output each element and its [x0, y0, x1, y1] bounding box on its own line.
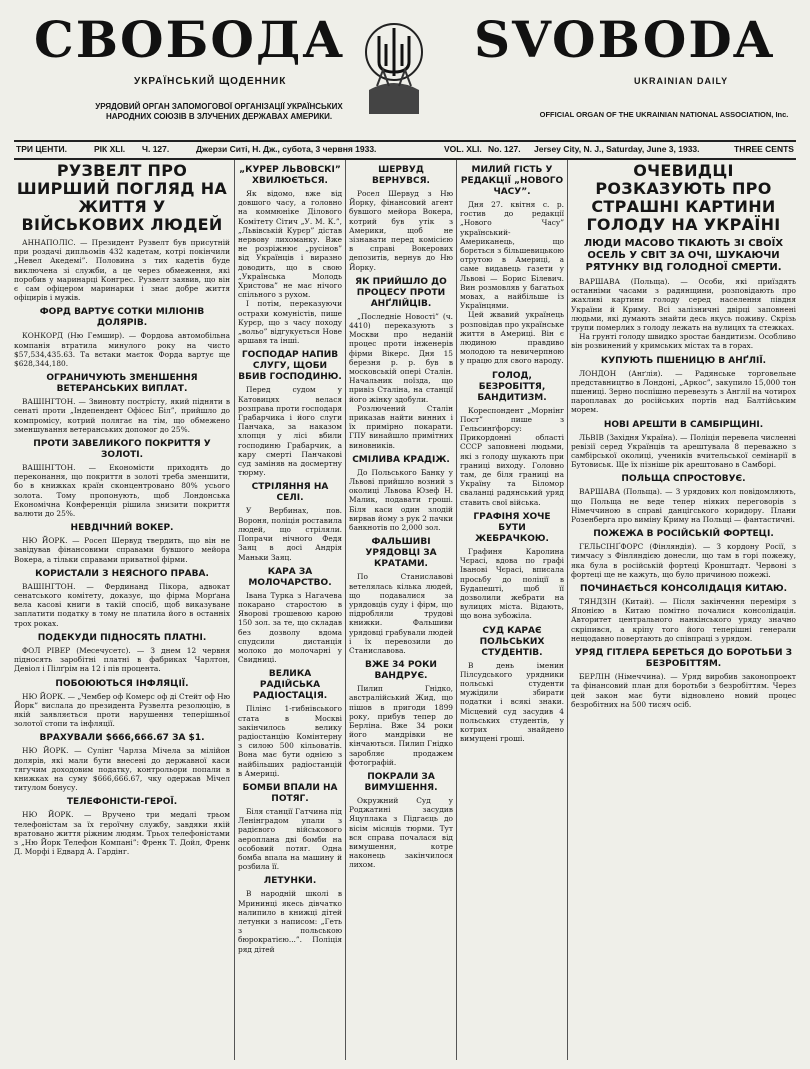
headline: ЛЕТУНКИ.	[263, 876, 317, 887]
headline: ПОЛЬЩА СПРОСТОВУЄ.	[621, 474, 746, 485]
column-divider	[456, 160, 457, 1060]
article-text: АННАПОЛІС. — Президент Рузвелт був присутній при роздачі дипльомів 432 кадетам, котрі покінчили „Невел Акедемі”. Половина з тих кадетів буде виключена зі служби, а це через обмеження, які поробив у маринарці Конгрес. Рузвелт заявив, що він є сам офіцером маринарки і знає добре життя офіцирів і мужів.	[14, 238, 230, 303]
headline: КАРА ЗА МОЛОЧАРСТВО.	[248, 566, 332, 588]
article-text: В день іменин Пілсудського урядники польські студенти мужідили збирати податки і всякі знаки. Місцевий суд засудив 4 польських студентів, у котрих знайдено вимущені гроші.	[460, 660, 564, 744]
column-5	[571, 160, 796, 1065]
article-text: ВАШІНГТОН. — Фердинанд Пікора, адвокат сенатського комітету, доказує, що фірма Морґана вела касові книги в такій спосіб, щоб виказуване заплатити податку в тому не платила його в останніх трох роках.	[14, 581, 230, 628]
article-text: Івана Турка з Нагачева покарано старостою в Яворові грошевою карою 150 зол. за те, що складав без дозволу вдома спудсили дистанція молоко до молочарні у Свидниці.	[238, 590, 342, 665]
column-divider	[345, 160, 346, 1060]
column-divider	[567, 160, 568, 1060]
article-text: Пілінс 1-гибнівського стата в Москві закінчилось велику радіостанцію Комінтерну з силою 500 кільоватів. Вона має бути однією з найбільших радіостанцій в Америці.	[238, 704, 342, 778]
place-date-ukrainian: Джерзи Ситі, Н. Дж., субота, 3 червня 1933.	[196, 144, 377, 154]
article-text: ВАШІНГТОН. — Звиновту пострісту, який підняти в сенаті проти „Індепендент Офісес Біл”, прийшло до компромісу, котрий полягає на тім, що обмежено зменшування ветеранських допомог до 25%.	[14, 397, 230, 434]
column-3	[349, 160, 453, 1065]
article-text: Кореспондент „Морнінг Пост” пише з Гельсинґфорсу: Прикордонні області СССР заповнені людьми, які з голоду шукають при границі виходу. Головно там, де біля границі на Україну та Біломор сваланці радянський уряд ставить свої війська.	[460, 405, 564, 507]
article-text: „Последніе Новості” (ч. 4410) переказують з Москви про неданій процес проти інженерів фірми Вікерс. Дня 15 березня р. р. був в московській опері Сталін. Начальник поїзда, що привіз Сталіна, на станції його жінку здобули.	[349, 311, 453, 404]
dateline-bar	[14, 140, 796, 160]
article-text: ВАРШАВА (Польща). — З урядових кол повідомляють, що Польща не веде тепер ніяких переговорів з Німеччиною в справі данцігського коридору. Плани Розенберга про виміну Криму на Польщі — фантастичні.	[571, 487, 796, 525]
subtitle-english: UKRAINIAN DAILY	[634, 76, 729, 86]
article-text: ГЕЛЬСІНҐФОРС (Фінляндія). — З кордону Росії, з тимчасу з Фінляндією донесли, що там в горі пожежу, яка була в російській фортеці Кронштадт. Червоні з фортеці ще не кажуть, що було причиною пожежі.	[571, 542, 796, 579]
headline: ПОЖЕЖА В РОСІЙСЬКІЙ ФОРТЕЦІ.	[593, 529, 774, 540]
year: РІК XLI.	[94, 144, 126, 154]
official-organ-english: OFFICIAL ORGAN OF THE UKRAINIAN NATIONAL ASSOCIATION, Inc.	[539, 110, 789, 119]
headline: ФАЛЬШИВІ УРЯДОВЦІ ЗА КРАТАМИ.	[365, 537, 437, 570]
headline: ПОКРАЛИ ЗА ВИМУШЕННЯ.	[364, 771, 438, 793]
masthead	[14, 10, 796, 130]
subtitle-ukrainian: УКРАЇНСЬКИЙ ЩОДЕННИК	[134, 76, 287, 87]
headline: БОМБИ ВПАЛИ НА ПОТЯГ.	[242, 782, 338, 804]
headline: ШЕРВУД ВЕРНУВСЯ.	[372, 165, 430, 186]
column-4	[460, 160, 564, 1065]
article-text: Розлючений Сталін приказав найти винних і їх примірно покарати. ГПУ винайшло примітних виновників.	[349, 403, 453, 450]
article-text: НЮ ЙОРК. — Вручено три медалі трьом телефоністам за їх героїчну службу, завдяки якій вратовано життя ріжним людям. Трьох телефоністами з „Ню Йорк Телефон Компані”: Френк Т. Дойл, Френк Д. Морфі і Едвард А. Гардінг.	[14, 810, 230, 857]
headline: СМІЛИВА КРАДІЖ.	[352, 454, 450, 465]
headline: „КУРЕР ЛЬВОВСКІ” ХВИЛЮЄТЬСЯ.	[239, 165, 341, 186]
article-text: По Станиславові ветелялась кілька людей, що подавалися за урядовців суду і фірм, що підробляли трудові книжки. Фальшиви урядовці грабували людей і їх перевозили до Станиславова.	[349, 572, 453, 655]
article-text: У Вербинах, пов. Вороня, поліція роставила людей, що стріляли. Попрачи нічного Федя Заяц в досі Андрія Маньки Заяц.	[238, 506, 342, 562]
headline: ТЕЛЕФОНІСТИ-ГЕРОЇ.	[66, 797, 178, 808]
article-text: Біля станції Гатчина під Ленінградом упали з радієвого військового аероплана дві бомби на особовий потяг. Одна бомба впала на машину й розбила її.	[238, 806, 342, 872]
article-text: До Польського Банку у Львові прийшло возний з околиці Львова Юзеф Н. Малик, подавати гроші. Біля каси один злодій вирвав йому з рук 2 пачки банкнотів по 2,000 зол.	[349, 467, 453, 533]
masthead-title-cyrillic: СВОБОДА	[34, 10, 346, 69]
article-text: Пилип Гнідко, австралійський Жид, що пішов в пригоди 1899 року, прибув тепер до Берліна. Вже 34 роки його мандрівки не кінчаються. Пилип Гнідко заробляє продажем фотографій.	[349, 684, 453, 767]
headline: КОРИСТАЛИ З НЕЯСНОГО ПРАВА.	[35, 568, 209, 579]
headline: ГОСПОДАР НАПИВ СЛУГУ, ЩОБИ ВБИВ ГОСПОДИНЮ.	[238, 350, 342, 383]
article-text: НЮ ЙОРК. — „Чембер оф Комерс оф ді Стейт оф Ню Йорк” вислала до президента Рузвелта резолюцію, в якій заявляється проти нарушення теперішньої золотої стопи та інфляції.	[14, 691, 230, 729]
headline: ВЖЕ 34 РОКИ ВАНДРУЄ.	[365, 660, 437, 682]
article-text: ВАРШАВА (Польща). — Особи, які приїздять останніми часами з радянщини, розповідають про жахливі картини голоду серед населення півдня України й Криму. Всі залізничні двірці заповнені людьми, які думають знайти десь якусь поживу. Скрізь трупи померлих з голоду лежать на вулицях та стежках.	[571, 277, 796, 333]
headline: ОГРАНИЧУЮТЬ ЗМЕНШЕННЯ ВЕТЕРАНСЬКИХ ВИПЛАТ.	[46, 373, 198, 395]
headline: ПРОТИ ЗАВЕЛИКОГО ПОКРИТТЯ У ЗОЛОТІ.	[33, 439, 211, 461]
article-text: ЛОНДОН (Анґлія). — Радянське торговельне представництво в Лондоні, „Аркос”, закупило 15,000 тон пшениці. Зерно поспішно перевезуть з Англії на чотирох пароплавах до російських портів над Балтійським морем.	[571, 368, 796, 415]
column-2	[238, 160, 342, 1065]
column-divider	[234, 160, 235, 1060]
headline: УРЯД ГІТЛЕРА БЕРЕТЬСЯ ДО БОРОТЬБИ З БЕЗРОБІТТЯМ.	[574, 648, 793, 670]
headline: КУПУЮТЬ ПШЕНИЦЮ В АНҐЛІЇ.	[600, 355, 767, 366]
column-1	[14, 160, 230, 1065]
article-text: Цей жвавий українець розповідав про українське життя в Америці. Він є людиною правдиво молодою та невичерпною у працю для свого народу.	[460, 310, 564, 366]
headline: ГОЛОД, БЕЗРОБІТТЯ, БАНДИТИЗМ.	[477, 370, 547, 403]
volume: VOL. XLI.	[444, 144, 482, 154]
official-organ-ukrainian: УРЯДОВИЙ ОРГАН ЗАПОМОГОВОЇ ОРГАНІЗАЦІЇ УКРАЇНСЬКИХ НАРОДНИХ СОЮЗІВ В ЗЛУЧЕНИХ ДЕРЖАВАХ АМЕРИКИ.	[95, 102, 343, 121]
headline: СУД КАРАЄ ПОЛЬСЬКИХ СТУДЕНТІВ.	[479, 625, 545, 658]
article-text: Графиня Каролина Чєрасі, вдова по графі Іванові Чєрасі, вписала просьбу до поліції в Будапешті, щоб її дозволили жебрати на вулицях міста. Відають, що вона зубожіла.	[460, 546, 564, 621]
price: ТРИ ЦЕНТИ.	[16, 144, 68, 154]
main-headline-famine: ОЧЕВИДЦІ РОЗКАЗУЮТЬ ПРО СТРАШНІ КАРТИНИ ГОЛОДУ НА УКРАЇНІ	[586, 161, 781, 234]
article-text: В народній школі в Мрининці якесь дівчатко налипило в книжці дітей летунки з написом: „Геть з польською бюрократією...”. Поліція ряд дітей	[238, 889, 342, 954]
issue-no: No. 127.	[488, 144, 521, 154]
headline: ФОРД ВАРТУЄ СОТКИ МІЛІОНІВ ДОЛЯРІВ.	[39, 307, 205, 329]
headline: ГРАФІНЯ ХОЧЕ БУТИ ЖЕБРАЧКОЮ.	[473, 511, 551, 544]
price-english: THREE CENTS	[734, 144, 794, 154]
headline: СТРІЛЯННЯ НА СЕЛІ.	[251, 482, 329, 504]
article-text: НЮ ЙОРК. — Сулінг Чарлза Мічела за мілійон долярів, які мали бути внесені до державної каси тягучим доходовим податку, контрольори попали в книжках на суму $666,666.67, чку одержав Мічел титулом бонусу.	[14, 746, 230, 793]
article-text: ЛЬВІВ (Західня Україна). — Поліція перевела численні ревізії серед Українців та арештувала 8 переважно з самбірської околиці, учеників вчительської семінарії в Бутовиськ. Ще їх пізніше рік арештовано в Самборі.	[571, 432, 796, 470]
headline: ЯК ПРИЙШЛО ДО ПРОЦЕСУ ПРОТИ АНҐЛІЙЦІВ.	[355, 276, 447, 309]
article-text: Перед судом у Катовицях велася розправа проти господаря Грабарчика і його слуги Панчака, за наказом хлопця у лісі вбили господиню Грабарчик, а кару смерті Панчакові суд заміняв на досмертну тюрму.	[238, 385, 342, 478]
article-text: І потім, переказуючи острахи комуністів, пише Курєр, що з часу походу „вольо” відгукується Нове аршавя та інші.	[238, 299, 342, 346]
article-text: ФОЛ РІВЕР (Месечусетс). — З днем 12 червня підносять заробітні платні в фабриках Чарлтон, Девіол і Пілґрім на 12 і пів процента.	[14, 645, 230, 674]
headline: МИЛИЙ ГІСТЬ У РЕДАКЦІЇ „НОВОГО ЧАСУ”.	[460, 165, 564, 197]
headline: ПОДЕКУДИ ПІДНОСЯТЬ ПЛАТНІ.	[37, 632, 207, 643]
trident-emblem-icon	[349, 10, 439, 120]
headline: ВРАХУВАЛИ $666,666.67 ЗА $1.	[39, 733, 205, 744]
headline: НЕВДІЧНИЙ ВОКЕР.	[70, 523, 174, 534]
article-text: БЕРЛІН (Німеччина). — Уряд виробив законопроект та фінансовий план для боротьби з безробіттям. Через цей закон має бути відновлено новий процес безробітних на 500 тисяч осіб.	[571, 672, 796, 709]
issue-number: Ч. 127.	[142, 144, 170, 154]
article-text: КОНКОРД (Ню Гемшир). — Фордова автомобільна компанія втратила минулого року на чисто $57,534,435.63. Та вєтаки маєток Форда вартує ще $628,344,180.	[14, 331, 230, 369]
headline: ВЕЛИКА РАДІЙСЬКА РАДІОСТАЦІЯ.	[252, 669, 328, 702]
article-text: ВАШІНГТОН. — Економісти приходять до переконання, що покриття в золоті треба зменшити, бо в книжках країн сконцентровано 80% усього золота. Тому пропонують, щоб Лондонська Економічна Конференція рішила знизити покриття валюти до 25%.	[14, 463, 230, 519]
masthead-title-latin: SVOBODA	[474, 10, 775, 69]
headline: ПОБОЮЮТЬСЯ ІНФЛЯЦІЇ.	[55, 678, 189, 689]
article-text: На грунті голоду швидко зростає бандитизм. Особливо він розвинений у кримських містах та в горах.	[571, 332, 796, 351]
article-text: Окружний Суд у Роджатині засудив Яцуплака з Підгаєць до вісім місяців тюрми. Тут вся справа почалася від вимушення, котре наконець закінчилося лихом.	[349, 795, 453, 870]
headline: ПОЧИНАЄТЬСЯ КОНСОЛІДАЦІЯ КИТАЮ.	[579, 584, 788, 595]
subheadline-famine: ЛЮДИ МАСОВО ТІКАЮТЬ ЗІ СВОЇХ ОСЕЛЬ У СВІТ ЗА ОЧІ, ШУКАЮЧИ РЯТУНКУ ВІД ГОЛОДНОЇ СМЕРТИ.	[583, 238, 784, 273]
article-text: Як відомо, вже від довшого часу, а головно на коммюніке Ділового Комітету Сітич „У. М. К.”, „Львівській Курєр” дістав нервову лихоманку. Вже не розріжнює „русінов” від Українців і виразно доводить, що в свою „Українська Молодь Христова” не має нічого спільного з рухом.	[238, 189, 342, 300]
article-text: Дня 27. квітня с. р. гостив до редакції „Нового Часу” український-Американець, що борється з більшевицькою отрутою в Америці, а саме видавець газети у Львові — Борис Білевич. Вин розмовляв у багатьох мовах, а найбільше із Українцями.	[460, 200, 564, 311]
place-date-english: Jersey City, N. J., Saturday, June 3, 1933.	[534, 144, 700, 154]
headline: НОВІ АРЕШТИ В САМБІРЩИНІ.	[603, 419, 764, 430]
article-text: ТЯНДЗІН (Китай). — Після закінчення переміря з Японією в Китаю помітно почалися консолідація. Авторитет центрального нанкінського уряду значно скріпився, а кріпу того його теперішні генерали нещодавно повертають до співпраці з урядом.	[571, 597, 796, 643]
article-text: НЮ ЙОРК. — Росел Шервуд твердить, що він не завідував фінансовими справами бувшого мейора Вокера, а тільки справами приватної фірми.	[14, 536, 230, 564]
main-headline-roosevelt: РУЗВЕЛТ ПРО ШИРШИЙ ПОГЛЯД НА ЖИТТЯ У ВІЙСЬКОВИХ ЛЮДЕЙ	[16, 161, 228, 234]
article-text: Росел Шервуд з Ню Йорку, фінансовий агент бувшого мейора Вокера, котрий був утік з Америки, щоб не зізнавати перед комісією в справі Вокерових депозитів, вернув до Ню Йорку.	[349, 189, 453, 272]
